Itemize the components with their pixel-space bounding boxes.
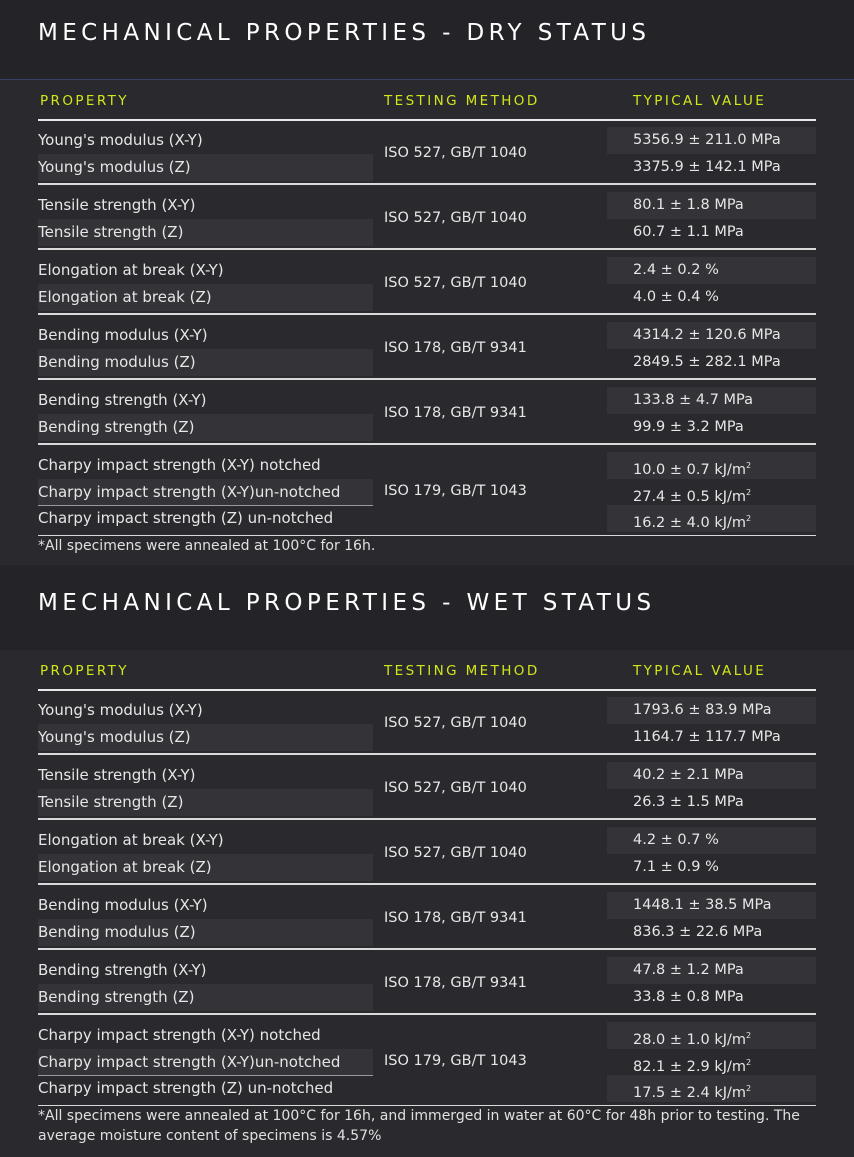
dry-footnote: *All specimens were annealed at 100°C for 16h. [38,538,376,554]
typical-value [633,789,744,816]
typical-value-text: 5356.9 ± 211.0 MPa [633,132,781,148]
testing-method: ISO 178, GB/T 9341 [384,404,527,421]
property-name: Bending modulus (Z) [38,922,196,941]
testing-method: ISO 527, GB/T 1040 [384,144,527,161]
property-name: Elongation at break (Z) [38,857,212,876]
dry-header-property: PROPERTY [40,93,129,109]
group-separator [38,248,816,250]
testing-method: ISO 178, GB/T 9341 [384,974,527,991]
property-group [0,827,854,880]
typical-value-text: 4.0 ± 0.4 % [633,288,719,305]
typical-value-text: 2849.5 ± 282.1 MPa [633,353,781,370]
wet-header-rule [38,689,816,691]
typical-value-text: 4314.2 ± 120.6 MPa [633,327,781,343]
typical-value-text: 133.8 ± 4.7 MPa [633,392,754,408]
typical-value [633,414,744,441]
typical-value [633,1075,751,1102]
typical-value-text: 80.1 ± 1.8 MPa [633,197,744,213]
dry-header-rule [38,119,816,121]
typical-value-text: 1793.6 ± 83.9 MPa [633,702,772,718]
typical-value [633,1022,751,1049]
property-name: Bending strength (X-Y) [38,961,207,979]
typical-value [633,387,753,414]
group-separator [38,883,816,885]
typical-value [633,127,781,154]
typical-value-text: 7.1 ± 0.9 % [633,858,719,875]
property-name: Bending strength (Z) [38,987,195,1006]
typical-value-text: 836.3 ± 22.6 MPa [633,923,763,940]
property-name: Tensile strength (X-Y) [38,196,196,214]
typical-value-text: 82.1 ± 2.9 kJ/m [633,1058,747,1075]
typical-value [633,984,744,1011]
typical-value [633,349,781,376]
testing-method: ISO 527, GB/T 1040 [384,844,527,861]
wet-header-property: PROPERTY [40,663,129,679]
property-name: Charpy impact strength (X-Y) notched [38,456,321,474]
typical-value-text: 27.4 ± 0.5 kJ/m [633,488,747,505]
typical-value-text: 1164.7 ± 117.7 MPa [633,728,781,745]
property-name: Bending modulus (X-Y) [38,896,208,914]
property-group [0,452,854,532]
testing-method: ISO 178, GB/T 9341 [384,909,527,926]
property-name: Elongation at break (Z) [38,287,212,306]
property-name: Young's modulus (Z) [38,727,191,746]
typical-value [633,322,781,349]
typical-value [633,697,772,724]
typical-value [633,762,744,789]
typical-value-text: 99.9 ± 3.2 MPa [633,418,744,435]
dry-header-method: TESTING METHOD [384,93,540,109]
typical-value [633,1049,751,1076]
typical-value-text: 16.2 ± 4.0 kJ/m [633,515,747,531]
group-separator [38,378,816,380]
typical-value [633,192,744,219]
testing-method: ISO 527, GB/T 1040 [384,779,527,796]
typical-value-text: 3375.9 ± 142.1 MPa [633,158,781,175]
group-separator [38,948,816,950]
property-group [0,192,854,245]
testing-method: ISO 179, GB/T 1043 [384,482,527,499]
testing-method: ISO 527, GB/T 1040 [384,209,527,226]
testing-method: ISO 178, GB/T 9341 [384,339,527,356]
property-group [0,697,854,750]
property-group [0,892,854,945]
typical-value-text: 26.3 ± 1.5 MPa [633,793,744,810]
property-group [0,957,854,1010]
property-name: Bending strength (X-Y) [38,391,207,409]
property-name: Tensile strength (Z) [38,792,184,811]
typical-value [633,505,751,532]
typical-value [633,957,744,984]
typical-value [633,892,772,919]
property-name: Charpy impact strength (X-Y)un-notched [38,482,341,501]
typical-value-text: 47.8 ± 1.2 MPa [633,962,744,978]
typical-value [633,919,762,946]
typical-value [633,452,751,479]
wet-section-title: MECHANICAL PROPERTIES - WET STATUS [38,590,656,616]
typical-value-text: 1448.1 ± 38.5 MPa [633,897,772,913]
typical-value [633,154,781,181]
property-name: Elongation at break (X-Y) [38,831,224,849]
group-separator [38,1013,816,1015]
typical-value [633,854,719,881]
typical-value-text: 28.0 ± 1.0 kJ/m [633,1032,747,1048]
typical-value-text: 40.2 ± 2.1 MPa [633,767,744,783]
group-separator [38,753,816,755]
typical-value-text: 4.2 ± 0.7 % [633,832,719,848]
wet-header-value: TYPICAL VALUE [633,663,767,679]
property-name: Bending modulus (Z) [38,352,196,371]
unit-exponent: 2 [746,514,752,523]
property-name: Charpy impact strength (Z) un-notched [38,509,334,527]
property-name: Charpy impact strength (Z) un-notched [38,1079,334,1097]
property-group [0,387,854,440]
typical-value-text: 33.8 ± 0.8 MPa [633,988,744,1005]
dry-header-value: TYPICAL VALUE [633,93,767,109]
property-group [0,127,854,180]
unit-exponent: 2 [746,1057,752,1067]
property-name: Bending modulus (X-Y) [38,326,208,344]
property-name: Charpy impact strength (X-Y) notched [38,1026,321,1044]
typical-value [633,479,751,506]
property-name: Young's modulus (Z) [38,157,191,176]
typical-value [633,257,719,284]
unit-exponent: 2 [746,1031,752,1040]
typical-value [633,827,719,854]
property-name: Young's modulus (X-Y) [38,131,203,149]
unit-exponent: 2 [746,1084,752,1093]
typical-value-text: 17.5 ± 2.4 kJ/m [633,1085,747,1101]
property-name: Young's modulus (X-Y) [38,701,203,719]
testing-method: ISO 527, GB/T 1040 [384,274,527,291]
typical-value-text: 60.7 ± 1.1 MPa [633,223,744,240]
property-name: Charpy impact strength (X-Y)un-notched [38,1052,341,1071]
property-group [0,257,854,310]
group-separator [38,443,816,445]
property-group [0,762,854,815]
testing-method: ISO 527, GB/T 1040 [384,714,527,731]
typical-value [633,284,719,311]
group-separator [38,313,816,315]
dry-section-title: MECHANICAL PROPERTIES - DRY STATUS [38,20,651,46]
testing-method: ISO 179, GB/T 1043 [384,1052,527,1069]
group-separator [38,818,816,820]
typical-value [633,724,781,751]
wet-footnote: *All specimens were annealed at 100°C for 16h, and immerged in water at 60°C for 48h prior to testing. The average moisture content of specimens is 4.57% [38,1108,800,1144]
property-name: Elongation at break (X-Y) [38,261,224,279]
property-name: Tensile strength (X-Y) [38,766,196,784]
property-group [0,1022,854,1102]
property-group [0,322,854,375]
property-name: Bending strength (Z) [38,417,195,436]
unit-exponent: 2 [746,461,752,470]
unit-exponent: 2 [746,487,752,497]
wet-header-method: TESTING METHOD [384,663,540,679]
typical-value-text: 2.4 ± 0.2 % [633,262,719,278]
property-name: Tensile strength (Z) [38,222,184,241]
group-separator [38,183,816,185]
typical-value [633,219,744,246]
typical-value-text: 10.0 ± 0.7 kJ/m [633,462,747,478]
